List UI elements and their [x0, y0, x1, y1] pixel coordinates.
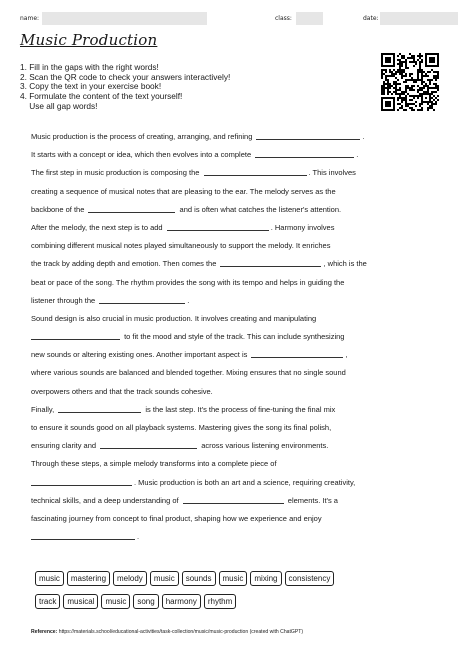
word-card[interactable]: music [35, 571, 64, 586]
date-label: date: [363, 15, 379, 22]
reference-note [31, 629, 303, 635]
gap-blank[interactable] [58, 403, 141, 413]
word-bank [35, 571, 337, 617]
passage-text: After the melody, the next step is to add [31, 222, 165, 232]
word-card[interactable]: melody [113, 571, 147, 586]
passage-line [31, 528, 431, 546]
passage-line [31, 183, 431, 201]
passage-line [31, 201, 431, 219]
passage-line [31, 364, 431, 382]
gap-blank[interactable] [31, 330, 120, 340]
passage-text: . This involves [308, 168, 356, 178]
word-card[interactable]: music [219, 571, 248, 586]
class-label: class: [275, 15, 292, 22]
word-card[interactable]: music [101, 594, 130, 609]
passage-text: Music production is the process of creating, arranging, and refining [31, 132, 255, 141]
passage-line [31, 255, 431, 273]
word-card[interactable]: track [35, 594, 60, 609]
instruction-item: Use all gap words! [20, 100, 98, 111]
gap-blank[interactable] [255, 148, 354, 158]
passage-line [31, 419, 431, 437]
passage-line [31, 328, 431, 346]
passage-text: listener through the [31, 295, 98, 305]
passage-text: backbone of the [31, 204, 87, 214]
passage-line [31, 292, 431, 310]
word-card[interactable]: consistency [285, 571, 335, 586]
gap-blank[interactable] [251, 348, 343, 358]
gap-blank[interactable] [167, 221, 269, 231]
passage-text: new sounds or altering existing ones. Another important aspect is [31, 350, 250, 360]
passage-text: It starts with a concept or idea, which then evolves into a complete [31, 150, 254, 160]
passage-line [31, 219, 431, 237]
passage-line [31, 492, 431, 510]
date-field[interactable] [380, 12, 458, 25]
passage-text: . [356, 150, 359, 160]
name-label: name: [20, 15, 40, 22]
word-card[interactable]: mixing [250, 571, 281, 586]
gap-blank[interactable] [204, 166, 307, 176]
passage-text: . Music production is both an art and a science, requiring creativity, [134, 477, 356, 487]
passage-text: is the last step. It's the process of fine-tuning the final mix [143, 404, 336, 414]
instruction-item: 2. Scan the QR code to check your answers interactively! [20, 71, 231, 82]
gap-blank[interactable] [256, 130, 360, 140]
passage-text: Through these steps, a simple melody transforms into a complete piece of [31, 459, 277, 469]
reference-text: https://materials.school/educational-activities/task-collection/music/music-production (created with ChatGPT) [57, 629, 304, 635]
passage-text: Sound design is also crucial in music production. It involves creating and manipulating [31, 313, 317, 323]
gap-blank[interactable] [99, 294, 185, 304]
passage-text: creating a sequence of musical notes that are pleasing to the ear. The melody serves as the [31, 186, 336, 196]
passage-line [31, 274, 431, 292]
passage-line [31, 346, 431, 364]
word-card[interactable]: mastering [67, 571, 110, 586]
passage-text: , which is the [323, 259, 367, 269]
passage-text: across various listening environments. [199, 441, 329, 451]
passage-text: combining different musical notes played simultaneously to support the melody. It enriches [31, 241, 331, 251]
passage-line [31, 455, 431, 473]
name-field[interactable] [42, 12, 207, 25]
passage-line [31, 237, 431, 255]
passage-text: . [137, 532, 140, 542]
passage-text: to fit the mood and style of the track. This can include synthesizing [122, 332, 345, 342]
word-card[interactable]: musical [63, 594, 98, 609]
word-card[interactable]: song [133, 594, 158, 609]
passage-text: beat or pace of the song. The rhythm provides the song with its tempo and helps in guiding the [31, 277, 345, 287]
passage-text: . Harmony involves [270, 222, 335, 232]
passage-text: overpowers others and that the track sounds cohesive. [31, 386, 213, 396]
word-card[interactable]: rhythm [204, 594, 236, 609]
passage-text: the track by adding depth and emotion. Then comes the [31, 259, 219, 269]
reference-label: Reference: [31, 629, 58, 635]
instruction-item: 3. Copy the text in your exercise book! [20, 81, 162, 92]
instruction-item: 4. Formulate the content of the text yourself! [20, 91, 183, 102]
passage-text: . [187, 295, 190, 305]
instruction-item: 1. Fill in the gaps with the right words! [20, 62, 159, 72]
word-bank-row [35, 571, 337, 594]
passage-line [31, 437, 431, 455]
class-field[interactable] [296, 12, 323, 25]
gap-fill-passage [31, 128, 431, 546]
passage-text: ensuring clarity and [31, 441, 99, 451]
passage-text: and is often what catches the listener's attention. [177, 204, 342, 214]
passage-text: to ensure it sounds good on all playback systems. Mastering gives the song its final polish, [31, 423, 332, 432]
passage-line [31, 164, 431, 182]
word-card[interactable]: sounds [182, 571, 216, 586]
gap-blank[interactable] [220, 257, 321, 267]
passage-line [31, 383, 431, 401]
gap-blank[interactable] [31, 476, 132, 486]
passage-text: fascinating journey from concept to final product, shaping how we experience and enjoy [31, 513, 322, 523]
qr-code-icon[interactable] [381, 53, 439, 111]
passage-text: , [345, 350, 348, 360]
instructions-list [20, 63, 360, 112]
passage-text: The first step in music production is composing the [31, 168, 202, 178]
gap-blank[interactable] [31, 530, 135, 540]
gap-blank[interactable] [88, 203, 175, 213]
passage-text: elements. It's a [285, 495, 338, 505]
passage-line [31, 510, 431, 528]
gap-blank[interactable] [100, 439, 197, 449]
passage-text: technical skills, and a deep understanding of [31, 495, 181, 505]
passage-line [31, 146, 431, 164]
page-title: Music Production [20, 31, 158, 49]
passage-line [31, 401, 431, 419]
passage-line [31, 128, 431, 146]
passage-line [31, 310, 431, 328]
word-bank-row [35, 594, 337, 617]
gap-blank[interactable] [183, 494, 284, 504]
student-info-row [20, 12, 440, 26]
passage-text: Finally, [31, 404, 57, 414]
word-card[interactable]: music [150, 571, 179, 586]
passage-text: . [362, 132, 365, 141]
passage-line [31, 474, 431, 492]
word-card[interactable]: harmony [162, 594, 201, 609]
passage-text: where various sounds are balanced and blended together. Mixing ensures that no single sound [31, 368, 346, 378]
